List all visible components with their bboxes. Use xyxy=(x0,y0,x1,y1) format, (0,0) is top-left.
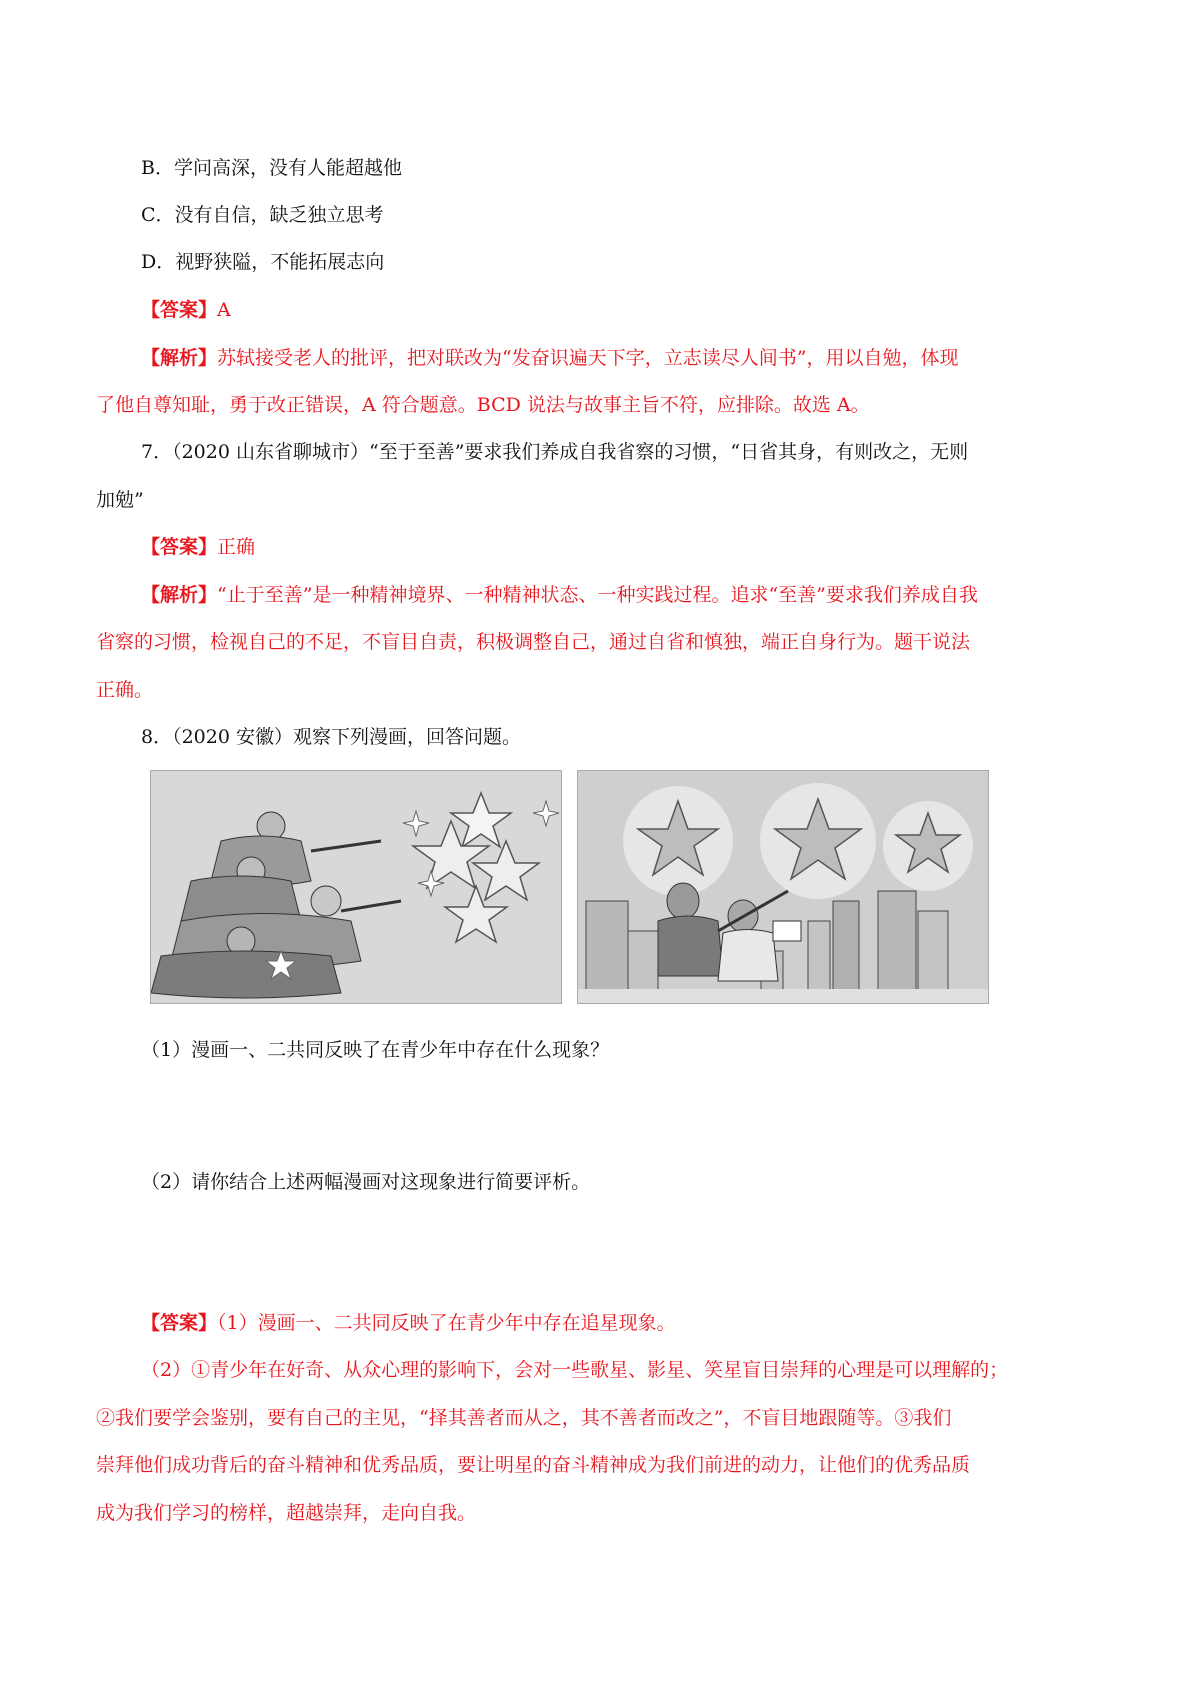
q7-analysis-line-1 xyxy=(141,583,978,607)
q8-answer-line-1 xyxy=(141,1311,676,1335)
q8-answer-line-5: 成为我们学习的榜样，超越崇拜，走向自我。 xyxy=(96,1502,477,1524)
option-c: C．没有自信，缺乏独立思考 xyxy=(141,204,384,226)
q7-question-line-2: 加勉” xyxy=(96,489,144,511)
q6-analysis-line-2: 了他自尊知耻，勇于改正错误，A 符合题意。BCD 说法与故事主旨不符，应排除。故选 A。 xyxy=(96,394,870,416)
analysis-text: “止于至善”是一种精神境界、一种精神状态、一种实践过程。追求“至善”要求我们养成自我 xyxy=(217,584,978,606)
answer-text: （1）漫画一、二共同反映了在青少年中存在追星现象。 xyxy=(217,1312,676,1334)
answer-tag: 【答案】 xyxy=(141,536,218,558)
cartoon-two-drawing xyxy=(578,771,988,1003)
q8-answer-line-3: ②我们要学会鉴别，要有自己的主见，“择其善者而从之，其不善者而改之”，不盲目地跟随等。③我们 xyxy=(96,1407,952,1429)
cartoon-one-drawing xyxy=(151,771,561,1003)
q8-answer-line-4: 崇拜他们成功背后的奋斗精神和优秀品质，要让明星的奋斗精神成为我们前进的动力，让他们的优秀品质 xyxy=(96,1454,971,1476)
q7-analysis-line-3: 正确。 xyxy=(96,679,154,701)
cartoon-two xyxy=(577,770,989,1004)
q7-analysis-line-2: 省察的习惯，检视自己的不足，不盲目自责，积极调整自己，通过自省和慎独，端正自身行为。题干说法 xyxy=(96,631,971,653)
cartoon-one xyxy=(150,770,562,1004)
q6-answer xyxy=(141,298,231,322)
q7-answer xyxy=(141,535,255,559)
analysis-tag: 【解析】 xyxy=(141,584,218,606)
answer-value: 正确 xyxy=(217,536,256,558)
q8-answer-line-2: （2）①青少年在好奇、从众心理的影响下，会对一些歌星、影星、笑星盲目崇拜的心理是可以理解的； xyxy=(141,1359,1009,1381)
option-b: B．学问高深，没有人能超越他 xyxy=(141,157,402,179)
answer-tag: 【答案】 xyxy=(141,299,218,321)
answer-tag: 【答案】 xyxy=(141,1312,218,1334)
q7-question-line-1: 7．（2020 山东省聊城市）“至于至善”要求我们养成自我省察的习惯，“日省其身，有则改之，无则 xyxy=(141,441,969,463)
answer-value: A xyxy=(217,299,231,321)
q6-analysis-line-1 xyxy=(141,346,958,370)
analysis-text: 苏轼接受老人的批评，把对联改为“发奋识遍天下字，立志读尽人间书”，用以自勉，体现 xyxy=(217,347,959,369)
q8-sub-question-2: （2）请你结合上述两幅漫画对这现象进行简要评析。 xyxy=(141,1171,591,1193)
option-d: D．视野狭隘，不能拓展志向 xyxy=(141,251,385,273)
q8-sub-question-1: （1）漫画一、二共同反映了在青少年中存在什么现象？ xyxy=(141,1039,610,1061)
analysis-tag: 【解析】 xyxy=(141,347,218,369)
q8-question: 8．（2020 安徽）观察下列漫画，回答问题。 xyxy=(141,726,521,748)
